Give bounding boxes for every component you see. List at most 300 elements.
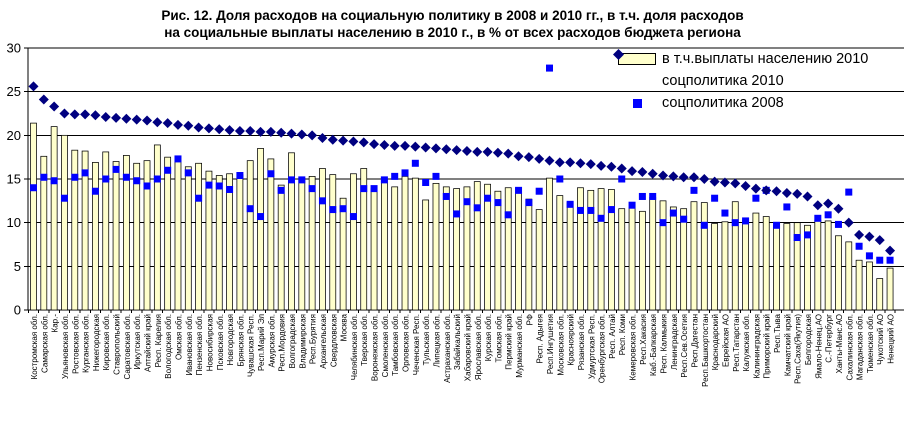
diamond-marker [276,128,286,138]
bar [51,127,57,310]
x-axis-label: Респ.Дагестан [690,314,700,368]
square-marker [205,182,212,189]
bar [423,200,429,310]
bar [712,224,718,310]
y-axis-label: 15 [6,171,21,187]
square-marker [701,222,708,229]
square-marker [752,195,759,202]
bar [61,135,67,310]
x-axis-label: Рязанская обл. [576,314,586,371]
diamond-marker [751,184,761,194]
bar [319,169,325,310]
diamond-marker [524,152,534,162]
x-axis-label: Ульяновская обл. [60,314,70,379]
square-marker [402,169,409,176]
diamond-marker [400,141,410,151]
bar [165,157,171,310]
bar [516,189,522,310]
bar [31,123,37,310]
bar [258,148,264,310]
x-axis-label: Чеченская Респ. [411,314,421,376]
x-axis-label: Ленинградская [669,314,679,370]
diamond-marker [844,218,854,228]
x-axis-label: Хабаровский край [463,314,473,382]
bar [340,198,346,310]
x-axis-label: Самарская обл. [40,314,50,373]
diamond-marker [132,115,142,125]
square-marker [629,202,636,209]
square-marker [690,187,697,194]
diamond-marker [813,200,823,210]
x-axis-label: Тульская обл. [422,314,432,366]
x-axis-label: Ивановская обл. [184,314,194,376]
x-axis-label: Калужская обл. [742,314,752,372]
diamond-marker [204,123,214,133]
bar [237,175,243,310]
square-marker [567,201,574,208]
bar [268,159,274,310]
square-marker [577,207,584,214]
x-axis-label: Курганская обл. [81,314,91,373]
bar [753,213,759,310]
square-marker [598,215,605,222]
diamond-marker [689,172,699,182]
bar [557,196,563,310]
diamond-marker [214,124,224,134]
x-axis-label: Каб.-Балкарская [649,314,659,376]
x-axis-label: Новгородская [226,314,236,366]
bar [196,163,202,310]
x-axis-label: РФ [525,314,535,326]
x-axis-label: Ростовская обл. [71,314,81,374]
diamond-marker [70,109,80,119]
square-marker [587,207,594,214]
square-marker [350,213,357,220]
square-marker [536,188,543,195]
bar [691,202,697,310]
x-axis-label: Свердловская [329,314,339,368]
bar [629,208,635,310]
x-axis-label: Чукотский АО [876,314,886,365]
diamond-marker [39,95,49,105]
diamond-marker [472,147,482,157]
square-icon [612,99,662,108]
square-marker [711,195,718,202]
x-axis-label: Москва [339,314,349,342]
square-marker [319,197,326,204]
square-marker [288,176,295,183]
bar [113,162,119,310]
square-marker [825,211,832,218]
x-axis-label: Нижегородская [91,314,101,372]
diamond-marker [648,169,658,179]
y-axis-label: 0 [13,302,21,318]
square-marker [618,176,625,183]
square-marker [732,219,739,226]
x-axis-label: Алтайский край [143,314,153,373]
bar [774,225,780,310]
diamond-marker [101,112,111,122]
diamond-marker [864,232,874,242]
diamond-marker [854,230,864,240]
square-marker [525,199,532,206]
bar [701,203,707,310]
bar [330,175,336,310]
bar [299,178,305,310]
bar [433,183,439,310]
x-axis-label: Астраханская обл. [442,314,452,383]
y-axis-label: 10 [6,215,21,231]
bar [278,185,284,310]
square-marker [876,257,883,264]
x-axis-label: Респ.Саха(Якутия) [793,314,803,384]
square-marker [51,177,58,184]
bar [547,178,553,310]
square-marker [309,185,316,192]
square-marker [484,195,491,202]
x-axis-label: Воронежская обл. [370,314,380,382]
diamond-marker [245,126,255,136]
x-axis-label: Челябинская обл. [349,314,359,381]
x-axis-label: Приморский край [762,314,772,379]
bar [175,161,181,310]
diamond-marker [596,161,606,171]
bar [619,209,625,310]
bar [134,163,140,310]
diamond-marker [410,142,420,152]
square-marker [649,193,656,200]
bar [216,176,222,310]
diamond-marker [792,189,802,199]
bar [505,188,511,310]
diamond-marker [173,120,183,130]
square-marker [298,176,305,183]
bar [536,210,542,310]
x-axis-label: Респ. Калмыкия [659,314,669,374]
bar [866,262,872,310]
diamond-marker [741,181,751,191]
diamond-marker [575,158,585,168]
diamond-marker [606,162,616,172]
bar [206,171,212,310]
square-marker [721,210,728,217]
diamond-marker [772,186,782,196]
x-axis-label: Псковская обл. [215,314,225,371]
diamond-marker [29,81,39,91]
bar [846,242,852,310]
square-marker [113,166,120,173]
square-marker [71,174,78,181]
bar [443,187,449,310]
bar [784,224,790,310]
bar [670,207,676,310]
bar [412,178,418,310]
square-marker [267,170,274,177]
square-marker [185,169,192,176]
square-marker [505,211,512,218]
square-marker [463,198,470,205]
diamond-marker [534,154,544,164]
x-axis-label: Респ. Алтай [607,314,617,359]
x-axis-label: Липецкая обл. [432,314,442,368]
square-marker [639,193,646,200]
square-marker [856,243,863,250]
legend-label: соцполитика 2008 [662,95,784,111]
square-marker [381,176,388,183]
square-marker [40,174,47,181]
square-marker [412,160,419,167]
bar [577,188,583,310]
square-marker [742,217,749,224]
bar [877,279,883,310]
diamond-marker [565,157,575,167]
diamond-marker [823,198,833,208]
x-axis-label: Мурманская обл. [515,314,525,378]
bar [526,199,532,310]
legend-item-socpolicy-2010 [612,70,868,92]
x-axis-label: Омская обл. [174,314,184,360]
x-axis-label: Респ.Башкортостан [700,314,710,387]
x-axis-label: Респ.Марий Эл [257,314,267,371]
diamond-marker [462,146,472,156]
bar [495,191,501,310]
bar [464,187,470,310]
diamond-marker [194,122,204,132]
x-axis-label: Ставропольский [112,314,122,375]
square-marker [329,206,336,213]
square-marker [660,219,667,226]
diamond-marker [390,141,400,151]
diamond-marker [668,171,678,181]
legend-item-payments-2010 [612,48,868,70]
x-axis-label: Удмуртская Респ. [587,314,597,380]
x-axis-label: Кемеровская обл. [628,314,638,381]
y-axis-label: 20 [6,127,21,143]
diamond-marker [545,156,555,166]
diamond-marker [80,109,90,119]
bar [835,236,841,310]
diamond-marker [503,149,513,159]
diamond-marker [493,148,503,158]
diamond-marker [49,102,59,112]
square-marker [887,257,894,264]
square-marker [670,210,677,217]
chart-title-line1: Рис. 12. Доля расходов на социальную политику в 2008 и 2010 гг., в т.ч. доля расходов [161,8,744,23]
x-axis-label: С.-Петербург [824,314,834,363]
bar [474,182,480,310]
x-axis-label: Тамбовская обл. [391,314,401,376]
bar [247,161,253,310]
x-axis-label: Краснодарский [711,314,721,371]
square-marker [804,231,811,238]
bar [825,221,831,310]
legend-item-socpolicy-2008 [612,92,868,114]
diamond-marker [679,172,689,182]
bar [154,145,160,310]
bar [309,176,315,310]
diamond-marker [833,204,843,214]
x-axis-label: Сахалинская обл. [845,314,855,381]
square-marker [783,203,790,210]
square-marker [546,65,553,72]
diamond-marker [782,188,792,198]
bar [815,220,821,310]
square-marker [794,234,801,241]
bar [402,176,408,310]
x-axis-label: Ханты-Манс.АО [834,314,844,374]
x-axis-label: Респ.Бурятия [308,314,318,365]
diamond-marker [142,115,152,125]
square-marker [236,172,243,179]
x-axis-label: Архангельская [318,314,328,369]
x-axis-label: Кировская обл. [102,314,112,371]
square-marker [133,177,140,184]
x-axis-label: Красноярский [566,314,576,366]
bar [92,162,98,310]
diamond-marker [514,151,524,161]
x-axis-label: Респ.Татарстан [731,314,741,372]
x-axis-label: Вологодская обл. [164,314,174,379]
square-marker [92,188,99,195]
legend-label: в т.ч.выплаты населению 2010 [662,51,869,67]
diamond-marker [359,137,369,147]
square-marker [174,155,181,162]
square-marker [195,195,202,202]
square-marker [226,186,233,193]
x-axis-label: Респ.Ингушетия [546,314,555,375]
x-axis-label: Ненецкий АО [886,314,896,364]
x-axis-label: Костромская обл. [30,314,39,380]
square-marker [30,184,37,191]
diamond-marker [152,117,162,127]
bar [381,180,387,310]
x-axis-label: Волгоградская [288,314,297,369]
diamond-marker [699,174,709,184]
x-axis-label: Магаданская обл. [855,314,865,381]
x-axis-label: Новосибирская [205,314,215,372]
diamond-marker [59,109,69,119]
square-marker [866,252,873,259]
diamond-marker [235,126,245,136]
x-axis-label: Саратовская обл. [122,314,132,380]
diamond-marker [483,147,493,157]
square-marker [556,176,563,183]
square-marker [835,221,842,228]
diamond-marker [452,145,462,155]
chart-title-line2: на социальные выплаты населению в 2010 г., в % от всех расходов бюджета региона [164,25,741,40]
square-marker [494,199,501,206]
diamond-marker [338,136,348,146]
bar [732,202,738,310]
square-marker [61,195,68,202]
x-axis-label: Иркутская обл. [133,314,143,370]
square-marker [123,174,130,181]
diamond-marker [885,246,895,256]
diamond-marker [225,125,235,135]
diamond-marker [317,133,327,143]
x-axis-label: Забайкальский [453,314,463,370]
diamond-marker [431,143,441,153]
bar [856,260,862,310]
square-marker [360,185,367,192]
square-marker [216,182,223,189]
diamond-marker [348,136,358,146]
diamond-marker [183,121,193,131]
x-axis-label: Респ.Хакасия [638,314,648,365]
diamond-marker [441,144,451,154]
bar [392,187,398,310]
square-marker [515,187,522,194]
square-marker [102,176,109,183]
bar [639,211,645,310]
square-marker [443,193,450,200]
x-axis-label: Курская обл. [484,314,494,362]
x-axis-label: Брянская обл. [236,314,246,367]
square-marker [773,222,780,229]
x-axis-label: Владимирская [298,314,308,369]
diamond-marker [121,114,131,124]
x-axis-label: Респ.Мордовия [277,314,287,372]
diamond-marker [328,135,338,145]
bar [763,217,769,310]
x-axis-label: Смоленская обл. [380,314,390,378]
square-marker [154,176,161,183]
diamond-marker [163,118,173,128]
square-marker [391,173,398,180]
diamond-marker [369,139,379,149]
x-axis-label: Оренбургская обл. [597,314,607,384]
legend [612,48,868,114]
diamond-marker [555,157,565,167]
diamond-marker [287,129,297,139]
x-axis-label: Респ.Тыва [773,314,783,353]
diamond-marker [421,143,431,153]
x-axis-label: Респ. Адыгея [535,314,545,364]
diamond-marker [297,129,307,139]
bar [567,203,573,310]
x-axis-label: Пензенская обл. [195,314,205,376]
square-marker [371,185,378,192]
x-axis-label: Чувашская Респ. [246,314,256,378]
diamond-marker [710,177,720,187]
x-axis-label: Респ. Коми [618,314,628,356]
diamond-marker [111,113,121,123]
x-axis-label: Тюменская обл. [865,314,875,374]
square-marker [82,169,89,176]
diamond-marker [627,166,637,176]
y-axis-label: 5 [13,258,21,274]
square-marker [247,205,254,212]
square-marker [422,179,429,186]
square-marker [257,213,264,220]
diamond-marker [90,110,100,120]
bar [743,220,749,310]
y-axis-label: 30 [6,40,21,56]
square-marker [432,173,439,180]
bar [681,209,687,310]
x-axis-label: Орловская обл. [401,314,411,373]
x-axis-label: Респ. Карелия [153,314,163,368]
legend-label: соцполитика 2010 [662,73,784,89]
diamond-marker [875,235,885,245]
x-axis-label: Еврейская АО [721,314,731,368]
square-marker [278,187,285,194]
bar [722,222,728,310]
x-axis-label: Пермский край [504,314,514,370]
square-marker [680,216,687,223]
x-axis-label: Белгородская [804,314,813,366]
x-axis-label: Кар.- [50,314,60,333]
